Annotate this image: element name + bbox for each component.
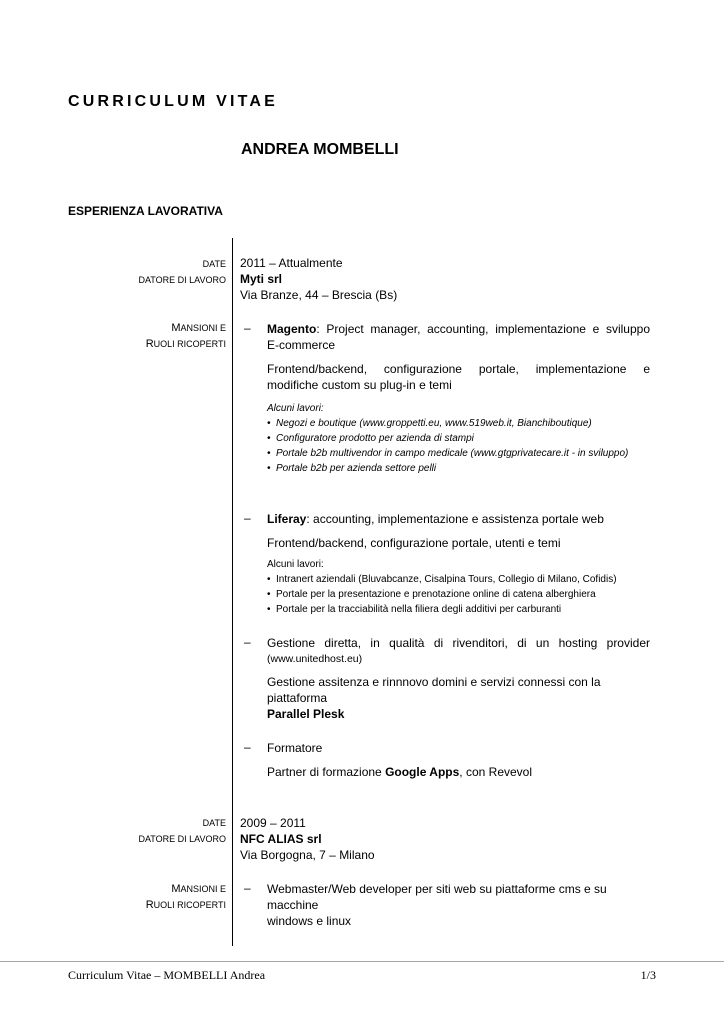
job2-roles-label [146, 881, 226, 913]
magento-desc: : Project manager, accounting, implementazione e sviluppo [316, 322, 650, 336]
magento-details-line: Frontend/backend, configurazione portale, implementazione e [267, 362, 650, 376]
list-item: • Negozi e boutique (www.groppetti.eu, www.519web.it, Bianchiboutique) [267, 416, 651, 431]
document-title: CURRICULUM VITAE [68, 93, 279, 110]
works-label: Alcuni lavori: [267, 403, 324, 414]
job-employer: NFC ALIAS srl [240, 832, 322, 846]
roles-label-initial: M [171, 322, 181, 334]
job1-info [240, 255, 397, 303]
roles-label-rest: ANSIONI E [180, 884, 226, 894]
hosting-details [267, 674, 650, 722]
employer-label: DATORE DI LAVORO [138, 275, 226, 285]
job2-description [267, 881, 650, 929]
dash-bullet: – [244, 635, 251, 649]
job2-desc-line: Webmaster/Web developer per siti web su piattaforme cms e su macchine [267, 882, 607, 912]
candidate-name: ANDREA MOMBELLI [241, 141, 399, 158]
hosting-block [267, 635, 650, 667]
hosting-details-line: Gestione assitenza e rinnnovo domini e servizi connessi con la piattaforma [267, 675, 601, 705]
list-item: • Portale b2b multivendor in campo medicale (www.gtgprivatecare.it - in sviluppo) [267, 446, 651, 461]
job1-roles-label [146, 320, 226, 352]
roles-label-rest: UOLI RICOPERTI [153, 900, 226, 910]
vertical-divider [232, 238, 233, 946]
job2-labels [138, 815, 226, 847]
list-item: • Portale b2b per azienda settore pelli [267, 461, 651, 476]
page-number: 1/3 [640, 968, 656, 982]
formatore-details [267, 764, 650, 780]
date-label: DATE [202, 259, 226, 269]
job-dates: 2009 – 2011 [240, 816, 306, 830]
dash-bullet: – [244, 881, 251, 895]
dash-bullet: – [244, 740, 251, 754]
liferay-name: Liferay [267, 512, 307, 526]
hosting-platform: Parallel Plesk [267, 707, 345, 721]
liferay-details: Frontend/backend, configurazione portale, utenti e temi [267, 536, 561, 550]
magento-name: Magento [267, 322, 317, 336]
roles-label-rest: ANSIONI E [180, 323, 226, 333]
formatore-post: , con Revevol [459, 765, 532, 779]
magento-block [267, 321, 650, 353]
list-item: • Configuratore prodotto per azienda di stampi [267, 431, 651, 446]
job1-labels [138, 256, 226, 288]
formatore-title: Formatore [267, 741, 323, 755]
job2-desc-line: windows e linux [267, 914, 352, 928]
list-item: • Portale per la tracciabilità nella filiera degli additivi per carburanti [267, 602, 651, 617]
employer-label: DATORE DI LAVORO [138, 834, 226, 844]
formatore-pre: Partner di formazione [267, 765, 386, 779]
dash-bullet: – [244, 321, 251, 335]
hosting-url: (www.unitedhost.eu) [267, 653, 363, 665]
date-label: DATE [202, 818, 226, 828]
magento-details-line: modifiche custom su plug-in e temi [267, 378, 452, 392]
roles-label-initial: R [145, 899, 154, 911]
job-employer: Myti srl [240, 272, 283, 286]
magento-details [267, 361, 650, 393]
job2-info [240, 815, 375, 863]
hosting-line: Gestione diretta, in qualità di rivenditori, di un hosting provider [267, 636, 650, 650]
section-title: ESPERIENZA LAVORATIVA [68, 204, 223, 218]
job-dates: 2011 – Attualmente [240, 256, 343, 270]
list-item: • Portale per la presentazione e prenotazione online di catena alberghiera [267, 587, 651, 602]
liferay-block [267, 511, 650, 527]
formatore-partner: Google Apps [385, 765, 460, 779]
liferay-works [267, 557, 651, 617]
job-address: Via Borgogna, 7 – Milano [240, 848, 375, 862]
dash-bullet: – [244, 511, 251, 525]
job-address: Via Branze, 44 – Brescia (Bs) [240, 288, 398, 302]
roles-label-initial: M [171, 883, 181, 895]
works-label: Alcuni lavori: [267, 559, 324, 570]
footer-text: Curriculum Vitae – MOMBELLI Andrea [68, 968, 266, 982]
list-item: • Intranert aziendali (Bluvabcanze, Cisalpina Tours, Collegio di Milano, Cofidis) [267, 572, 651, 587]
liferay-desc: : accounting, implementazione e assistenza portale web [306, 512, 604, 526]
roles-label-initial: R [145, 338, 154, 350]
magento-works [267, 401, 651, 476]
magento-desc-cont: E-commerce [267, 338, 336, 352]
roles-label-rest: UOLI RICOPERTI [153, 339, 226, 349]
footer-divider [0, 961, 724, 962]
